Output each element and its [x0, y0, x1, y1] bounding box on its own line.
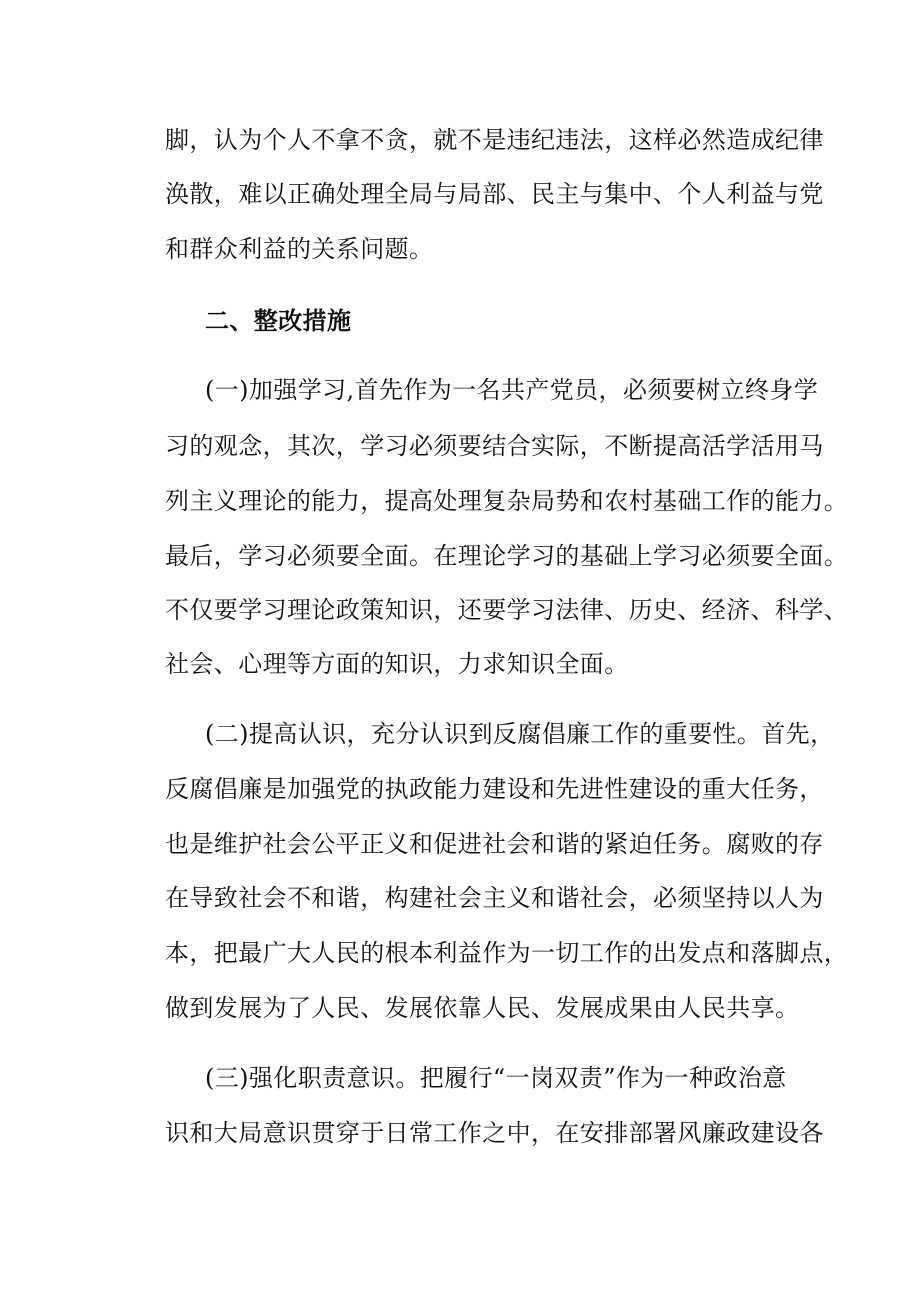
text-line: 最后，学习必须要全面。在理论学习的基础上学习必须要全面。	[165, 542, 849, 570]
text-line: 不仅要学习理论政策知识，还要学习法律、历史、经济、科学、	[165, 596, 849, 624]
text-line: 脚，认为个人不拿不贪，就不是违纪违法，这样必然造成纪律	[165, 126, 824, 154]
text-line: 反腐倡廉是加强党的执政能力建设和先进性建设的重大任务，	[165, 775, 824, 803]
paragraph-first-line: (三)强化职责意识。把履行“一岗双责”作为一种政治意	[205, 1064, 787, 1092]
section-heading: 二、整改措施	[205, 306, 352, 335]
text-line: 涣散，难以正确处理全局与局部、民主与集中、个人利益与党	[165, 180, 824, 208]
text-line: 和群众利益的关系问题。	[165, 235, 434, 263]
text-line: 习的观念，其次，学习必须要结合实际，不断提高活学活用马	[165, 432, 824, 460]
text-line: 列主义理论的能力，提高处理复杂局势和农村基础工作的能力。	[165, 487, 849, 515]
text-line: 本，把最广大人民的根本利益作为一切工作的出发点和落脚点，	[165, 939, 849, 967]
text-line: 在导致社会不和谐，构建社会主义和谐社会，必须坚持以人为	[165, 884, 824, 912]
paragraph-first-line: (一)加强学习,首先作为一名共产党员，必须要树立终身学	[205, 376, 819, 404]
paragraph-first-line: (二)提高认识，充分认识到反腐倡廉工作的重要性。首先，	[205, 720, 835, 748]
text-line: 识和大局意识贯穿于日常工作之中，在安排部署风廉政建设各	[165, 1119, 824, 1147]
text-line: 也是维护社会公平正义和促进社会和谐的紧迫任务。腐败的存	[165, 830, 824, 858]
text-line: 社会、心理等方面的知识，力求知识全面。	[165, 650, 629, 678]
text-line: 做到发展为了人民、发展依靠人民、发展成果由人民共享。	[165, 994, 800, 1022]
